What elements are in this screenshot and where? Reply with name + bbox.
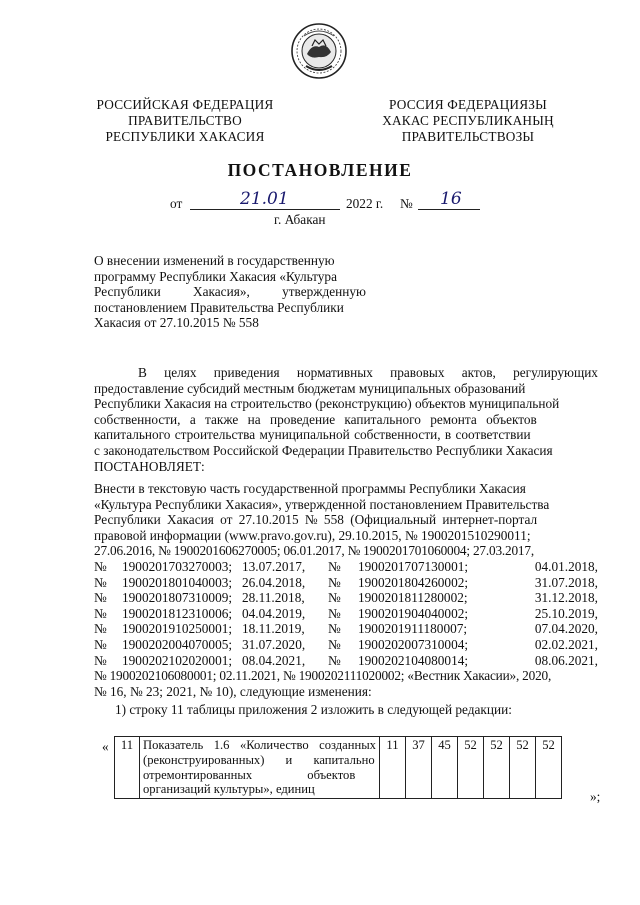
desc-line: организаций культуры», единиц: [143, 782, 315, 797]
preamble-line: ПОСТАНОВЛЯЕТ:: [94, 458, 205, 474]
amend-line: правовой информации (www.pravo.gov.ru), 29.10.2015, № 1900201510290011;: [94, 527, 531, 543]
header-left: [80, 97, 290, 145]
registration-cell: 25.10.2019,: [534, 605, 598, 621]
indicator-description: [140, 737, 380, 799]
registration-cell: 1900201807310009;: [122, 590, 233, 606]
preamble-line: собственности, а также на проведение капитального ремонта объектов: [94, 411, 537, 427]
registration-cell: 1900201812310006;: [122, 605, 233, 621]
table-cell: 52: [458, 737, 484, 799]
document-title: ПОСТАНОВЛЕНИЕ: [227, 160, 413, 180]
row-number: 11: [115, 737, 140, 799]
amendment-paragraph: [94, 481, 598, 699]
word: Республики: [94, 284, 161, 300]
word: «Количество: [239, 738, 309, 752]
desc-line: [143, 738, 376, 753]
number-handwritten: 16: [440, 189, 462, 209]
amend-line: № 16, № 23; 2021, № 10), следующие изменения:: [94, 683, 372, 699]
header-right: [368, 97, 568, 145]
date-prefix: от: [170, 196, 183, 211]
subject-line: [94, 284, 366, 300]
registration-cell: 1900201801040003;: [122, 574, 233, 590]
registration-row: [94, 606, 598, 622]
preamble-line: предоставление субсидий местным бюджетам муниципальных образований: [94, 380, 526, 396]
word: правовых: [390, 365, 445, 380]
header-left-line: РОССИЙСКАЯ ФЕДЕРАЦИЯ: [96, 97, 274, 112]
subject-line: О внесении изменений в государственную: [94, 253, 335, 268]
table-row: [115, 737, 562, 799]
coat-of-arms-icon: [290, 22, 348, 80]
registration-row: [94, 637, 598, 653]
registration-cell: №: [328, 621, 341, 637]
indicator-table: [114, 736, 562, 799]
table-cell: 52: [536, 737, 562, 799]
word: актов,: [461, 365, 496, 380]
registration-cell: 1900201904040002;: [358, 605, 469, 621]
preamble-line: капитального строительства муниципальной собственности, в соответствии: [94, 427, 531, 443]
registration-cell: №: [94, 590, 107, 606]
amend-line: 27.06.2016, № 1900201606270005; 06.01.2017, № 1900201701060004; 27.03.2017,: [94, 543, 534, 559]
registration-cell: 13.07.2017,: [242, 558, 306, 574]
registration-row: [94, 653, 598, 669]
registration-cell: №: [94, 621, 107, 637]
registration-row: [94, 590, 598, 606]
registration-cell: 1900201910250001;: [122, 621, 233, 637]
registration-cell: 1900201707130001;: [358, 558, 469, 574]
registration-cell: 08.06.2021,: [534, 652, 598, 668]
registration-cell: 02.02.2021,: [534, 636, 598, 652]
open-quote: «: [102, 739, 109, 754]
registration-cell: 1900201804260002;: [358, 574, 469, 590]
amend-rows: [94, 559, 598, 668]
header-right-line: РОССИЯ ФЕДЕРАЦИЯЗЫ: [389, 97, 547, 112]
amend-line: № 1900202106080001; 02.11.2021, № 1900202111020002; «Вестник Хакасии», 2020,: [94, 668, 552, 684]
desc-line: (реконструированных) и капитально: [143, 752, 375, 767]
registration-cell: 07.04.2020,: [534, 621, 598, 637]
registration-row: [94, 559, 598, 575]
registration-cell: 04.04.2019,: [242, 605, 306, 621]
registration-cell: 08.04.2021,: [242, 652, 306, 668]
preamble-line: с законодательством Российской Федерации Правительство Республики Хакасия: [94, 442, 553, 458]
registration-cell: 04.01.2018,: [534, 558, 598, 574]
registration-cell: 31.12.2018,: [534, 590, 598, 606]
amend-line: «Культура Республики Хакасия», утвержденной постановлением Правительства: [94, 496, 550, 512]
word: утвержденную: [282, 284, 366, 300]
registration-cell: №: [328, 574, 341, 590]
desc-line: отремонтированных объектов: [143, 767, 356, 782]
registration-cell: 28.11.2018,: [242, 590, 305, 606]
subject-line: Хакасия от 27.10.2015 № 558: [94, 315, 259, 331]
registration-cell: №: [94, 558, 107, 574]
word: целях: [164, 365, 197, 380]
registration-cell: 1900202104080014;: [358, 652, 469, 668]
header-left-line: ПРАВИТЕЛЬСТВО: [128, 113, 242, 128]
registration-cell: 1900201911180007;: [358, 621, 468, 637]
registration-cell: 1900202102020001;: [122, 652, 233, 668]
registration-cell: 26.04.2018,: [242, 574, 306, 590]
table-cell: 52: [484, 737, 510, 799]
word: Показатель: [143, 738, 204, 752]
word: созданных: [319, 738, 376, 752]
city-text: г. Абакан: [274, 212, 326, 227]
registration-cell: №: [328, 605, 341, 621]
number-sign: №: [400, 196, 413, 211]
subject-line: программу Республики Хакасия «Культура: [94, 268, 337, 284]
table-cell: 37: [406, 737, 432, 799]
word: В: [138, 365, 147, 380]
registration-cell: №: [94, 652, 107, 668]
preamble-line: [94, 365, 598, 381]
registration-cell: №: [94, 636, 107, 652]
registration-row: [94, 575, 598, 591]
registration-cell: 31.07.2020,: [242, 636, 306, 652]
word: приведения: [213, 365, 280, 380]
word: 1.6: [213, 738, 230, 752]
table-cell: 11: [380, 737, 406, 799]
amend-line: Внести в текстовую часть государственной программы Республики Хакасия: [94, 481, 526, 496]
registration-cell: 1900202007310004;: [358, 636, 469, 652]
registration-cell: №: [328, 652, 341, 668]
registration-cell: 1900201811280002;: [358, 590, 468, 606]
registration-cell: №: [328, 558, 341, 574]
subject-block: [94, 253, 366, 331]
table-cell: 52: [510, 737, 536, 799]
registration-row: [94, 621, 598, 637]
word: нормативных: [296, 365, 373, 380]
year-text: 2022 г.: [346, 196, 384, 211]
registration-cell: 18.11.2019,: [242, 621, 305, 637]
close-quote: »;: [590, 789, 601, 804]
registration-cell: №: [94, 605, 107, 621]
registration-cell: 31.07.2018,: [534, 574, 598, 590]
preamble-paragraph: [94, 365, 598, 474]
registration-cell: №: [94, 574, 107, 590]
header-right-line: ХАКАС РЕСПУБЛИКАНЫҢ: [382, 113, 554, 128]
registration-cell: 1900202004070005;: [122, 636, 233, 652]
preamble-line: Республики Хакасия на строительство (реконструкцию) объектов муниципальной: [94, 396, 560, 412]
amend-line: Республики Хакасия от 27.10.2015 № 558 (Официальный интернет-портал: [94, 512, 538, 528]
header-right-line: ПРАВИТЕЛЬСТВОЗЫ: [401, 129, 535, 144]
amend-item-1: 1) строку 11 таблицы приложения 2 изложить в следующей редакции:: [115, 702, 512, 717]
subject-line: постановлением Правительства Республики: [94, 299, 344, 315]
registration-cell: №: [328, 590, 341, 606]
date-handwritten: 21.01: [240, 189, 289, 209]
word: Хакасия»,: [193, 284, 250, 300]
registration-cell: №: [328, 636, 341, 652]
header-left-line: РЕСПУБЛИКИ ХАКАСИЯ: [105, 129, 265, 144]
registration-cell: 1900201703270003;: [122, 558, 233, 574]
table-cell: 45: [432, 737, 458, 799]
word: регулирующих: [513, 365, 598, 380]
